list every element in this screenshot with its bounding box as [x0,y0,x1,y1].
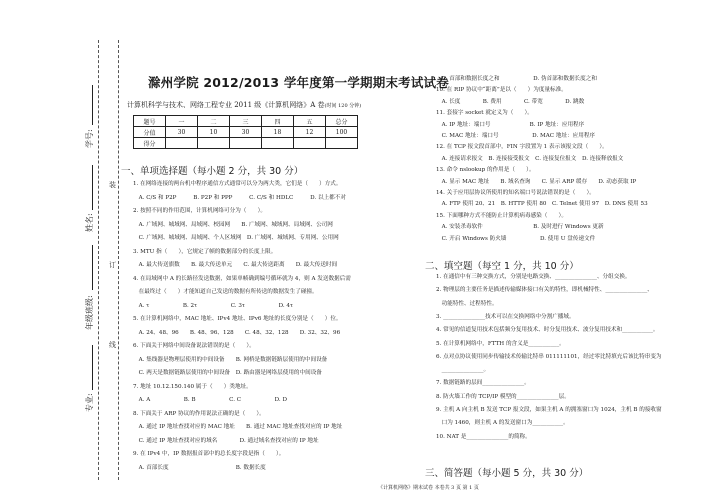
student-id-label: 学号: [85,129,94,148]
question-line: C. 开启 Windows 防火墙 D. 使用 U 盘传递文件 [436,235,596,242]
question-line: 9. 在 IPv4 中，IP 数据报首部中的总长度字段是指（ ）。 [133,451,285,457]
question-line: 功能特性、过程特性。 [436,300,498,307]
question-line: 11. 套接字 socket 就定义为（ ）。 [436,110,533,117]
student-id-line [92,85,93,125]
score-table-got-row [134,138,358,149]
binding-line-inner [118,40,119,480]
binding-char-zhuang: 装 [109,181,116,189]
table-cell [230,138,262,149]
table-cell: 12 [294,127,326,138]
table-cell [198,138,230,149]
score-table-value-row [134,127,358,138]
exam-subtitle: 计算机科学与技术、网络工程专业 2011 级《计算机网络》A 卷(时间 120 分钟) [127,101,362,109]
question-line: C. 两天是数据链路层使用的中间设备 D. 路由器是网络层使用的中间设备 [133,370,322,376]
question-line: 10. 在 RIP 协议中“距离”是以（ ）为度量标准。 [436,87,567,94]
question-line: 8. 下面关于 ARP 协议的作用说法正确的是（ ）。 [133,410,265,417]
question-line: 4. 常见的信道复用技术包括频分复用技术、时分复用技术、波分复用技术和___________。 [436,327,659,334]
section-title-fill-blank: 二、填空题（每空 1 分，共 10 分） [425,261,579,272]
question-line: A. IP 地址：端口号 B. IP 地址：应用程序 [436,121,585,128]
question-line: 12. 在 TCP 报文段首部中，FIN 字段置为 1 表示该报文段（ ）。 [436,144,608,151]
question-line: A. 通过 IP 地址查找对应的 MAC 地址 B. 通过 MAC 地址查找对应的 IP 地址 [133,424,343,430]
question-line: 口为 1460，则主机 A 的发送窗口为___________。 [436,420,569,427]
question-line: A. 长度 B. 费用 C. 带宽 D. 跳数 [436,98,585,105]
question-line: 6. 下面关于网络中间设备说法错误的是（ ）。 [133,343,255,349]
question-line: 8. 防火墙工作的 TCP/IP 模型的_______________层。 [436,393,570,400]
question-line: 3. _______________技术可以在交换网络中分割广播域。 [436,313,575,320]
question-line: A. 显示 MAC 地址 B. 域名查询 C. 显示 ARP 缓存 D. 动态获取 IP [436,178,637,185]
question-line: C. 广域网、城域网、局域网、个人区域网 D. 广域网、城域网、专用网、公用网 [133,235,339,241]
page-footer: 《计算机网络》期末试卷 本卷共 3 页 第 1 页 [378,485,479,491]
question-line: 10. NAT 是_______________的简称。 [436,433,531,440]
question-line: A. A B. B C. C D. D [133,397,287,403]
page-title: 滁州学院 2012/2013 学年度第一学期期末考试试卷 [148,75,449,90]
question-line: 2. 物理层的主要任务是描述传输媒体接口有关的特性，即机械特性、_______________、 [436,287,653,294]
question-line: A. 首部长度 B. 数据长度 [133,464,266,471]
question-line: 在最终过（ ）才能知道自己发送的数据有所传送的数据发生了碰撞。 [133,289,318,295]
class-label: 年级班级: [85,295,94,330]
table-cell [166,138,198,149]
question-line: 2. 按照不同的作用范围，计算机网络可分为（ ）。 [133,208,266,214]
question-line: A. 安装杀毒软件 B. 及时进行 Windows 更新 [436,224,604,231]
question-line: 1. 在网络连接的两台机中程序通信方式通常可以分为两大类，它们是（ ）方式。 [133,181,342,187]
question-line: C. MAC 地址：端口号 D. MAC 地址：应用程序 [436,133,596,139]
question-line: 5. 在计算机网络中，FTTH 的含义是___________。 [436,340,565,347]
question-line: C. 通过 IP 地址查找对应的域名 D. 通过域名查找对应的 IP 地址 [133,437,319,444]
table-cell: 18 [262,127,294,138]
table-cell: 四 [262,116,294,127]
question-line: 1. 在通信中有三种交换方式，分别是电路交换、_______________、分组交换。 [436,274,631,280]
table-cell: 总分 [326,116,358,127]
binding-char-ding: 订 [109,261,116,269]
question-line: 13. 命令 nslookup 的作用是（ ）。 [436,167,535,174]
question-line: A. 连接请求报文 B. 连接接受报文 C. 连接复位报文 D. 连接释放报文 [436,155,624,162]
section-title-choice: 一、单项选择题（每小题 2 分，共 30 分） [121,166,304,177]
table-cell: 三 [230,116,262,127]
question-line: A. τ B. 2τ C. 3τ D. 4τ [133,302,294,309]
table-cell: 30 [230,127,262,138]
question-line: A. FTP 使用 20、21 B. HTTP 使用 80 C. Telnet 使用 97 D. DNS 使用 53 [436,201,648,208]
table-cell: 五 [294,116,326,127]
question-line: 3. MTU 指（ ），它规定了帧的数据部分的长度上限。 [133,248,277,255]
question-line: A. 最大传送旗数 B. 最大传送单元 C. 最大传送距离 D. 最大传送时间 [133,262,338,268]
question-line: 4. 在局域网中 A 的长路径发送数据，如果单帧确到编号循环就为 4，则 A 发送数据后需 [133,275,351,282]
table-cell: 100 [326,127,358,138]
major-line [92,345,93,390]
question-line: 9. 主机 A 向主机 B 发送 TCP 报文段，如果主机 A 的拥塞窗口为 1024，主机 B 的接收窗 [436,407,662,413]
question-line: A. C/S 和 P2P B. P2P 和 PPP C. C/S 和 HDLC D. 以上都不对 [133,194,346,201]
score-table [133,115,358,149]
table-cell: 得分 [134,138,166,149]
section-title-short-answer: 三、简答题（每小题 5 分，共 30 分） [425,468,589,479]
binding-char-xian: 线 [109,341,116,349]
question-line: A. 24、48、96 B. 48、96、128 C. 48、32、128 D. 32、32、96 [133,329,341,336]
question-line: 6. 点对点协议使用同步传输技术传输比特串 011111101，经过零比特填充后该比特串变为 [436,353,662,360]
binding-line-outer [98,40,99,480]
question-line: 7. 数据链路的层间_______________。 [436,380,530,387]
question-line: C. 首部和数据长度之和 D. 伪首部和数据长度之和 [436,76,597,82]
table-cell [294,138,326,149]
table-cell [262,138,294,149]
table-cell: 题号 [134,116,166,127]
class-line [92,245,93,290]
question-line: A. 广域网、城域网、局域网、校园网 B. 广域网、城域网、局域网、公司网 [133,221,333,228]
name-label: 姓名: [85,213,94,232]
table-cell: 10 [198,127,230,138]
score-table-header-row [134,116,358,127]
name-line [92,165,93,210]
question-line: 5. 在计算机网络中，MAC 地址、IPv4 地址、IPv6 地址的长度分别是（ ）位。 [133,316,342,322]
question-line: A. 集线器是物理层使用的中间设备 B. 网桥是数据链路层使用的中间设备 [133,356,328,363]
table-cell: 分值 [134,127,166,138]
question-line: _______________。 [436,367,490,374]
table-cell [326,138,358,149]
table-cell: 30 [166,127,198,138]
question-line: 14. 关于应用层协议所使用的知名端口号说法错误的是（ ）。 [436,190,595,196]
question-line: 7. 地址 10.12.150.140 属于（ ）类地址。 [133,383,252,390]
question-line: 15. 下面哪种方式不能防止计算机病毒感染（ ）。 [436,212,567,219]
major-label: 专业: [85,393,94,412]
table-cell: 二 [198,116,230,127]
table-cell: 一 [166,116,198,127]
